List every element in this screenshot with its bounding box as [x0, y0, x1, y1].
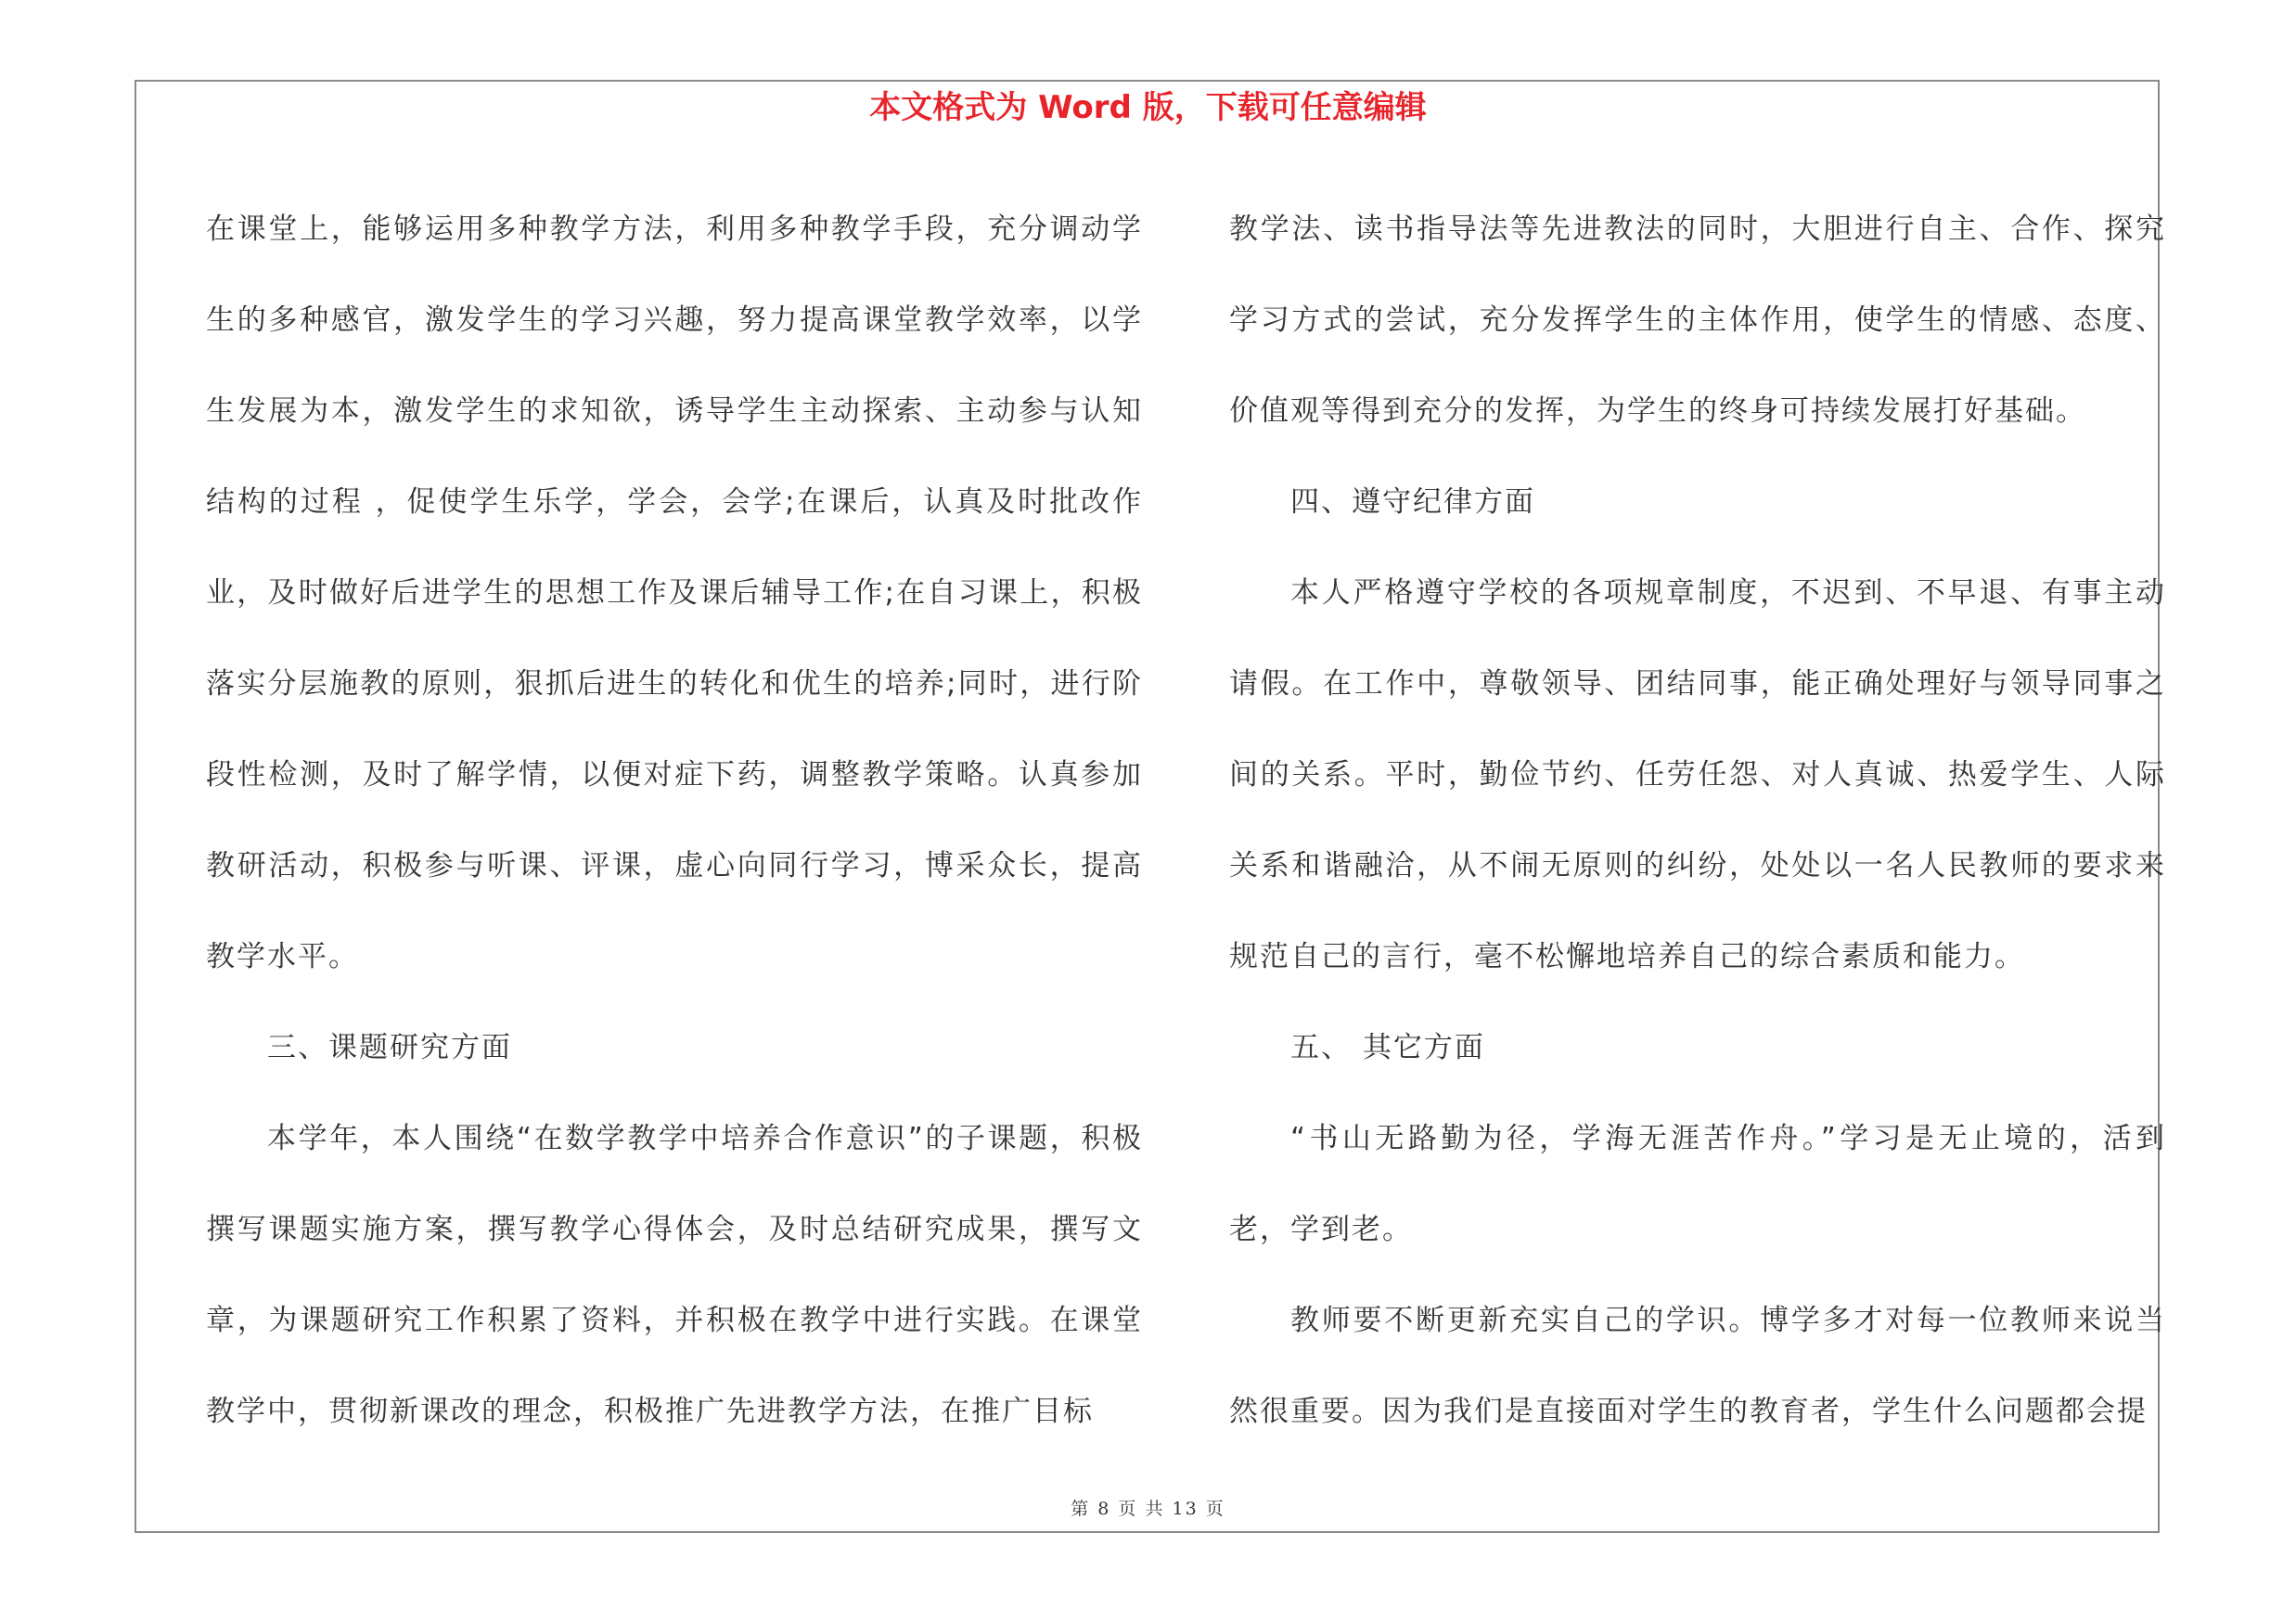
heading-other: 五、 其它方面: [1290, 1031, 1485, 1064]
left-column: [206, 184, 1143, 1457]
paragraph-quote: “书山无路勤为径，学海无涯苦作舟。”学习是无止境的，活到老，学到老。: [1229, 1122, 2166, 1246]
heading-research: 三、课题研究方面: [267, 1031, 512, 1064]
format-banner: 本文格式为 Word 版，下载可任意编辑: [869, 89, 1427, 126]
heading-discipline: 四、遵守纪律方面: [1290, 485, 1535, 519]
paragraph-discipline: 本人严格遵守学校的各项规章制度，不迟到、不早退、有事主动请假。在工作中，尊敬领导、团结同事，能正确处理好与领导同事之间的关系。平时，勤俭节约、任劳任怨、对人真诚、热爱学生、人际关系和谐融洽，从不闹无原则的纠纷，处处以一名人民教师的要求来规范自己的言行，毫不松懈地培养自己的综合素质和能力。: [1229, 576, 2166, 973]
paragraph-teaching-methods-cont: 教学法、读书指导法等先进教法的同时，大胆进行自主、合作、探究学习方式的尝试，充分发挥学生的主体作用，使学生的情感、态度、价值观等得到充分的发挥，为学生的终身可持续发展打好基础。: [1229, 213, 2166, 428]
right-column: [1229, 184, 2166, 1457]
paragraph-learning: 教师要不断更新充实自己的学识。博学多才对每一位教师来说当然很重要。因为我们是直接面对学生的教育者，学生什么问题都会提: [1229, 1304, 2166, 1428]
page-number: 第 8 页 共 13 页: [1071, 1499, 1225, 1519]
paragraph-research: 本学年，本人围绕“在数学教学中培养合作意识”的子课题，积极撰写课题实施方案，撰写教学心得体会，及时总结研究成果，撰写文章，为课题研究工作积累了资料，并积极在教学中进行实践。在课堂教学中，贯彻新课改的理念，积极推广先进教学方法，在推广目标: [206, 1122, 1143, 1428]
paragraph-teaching-methods: 在课堂上，能够运用多种教学方法，利用多种教学手段，充分调动学生的多种感官，激发学生的学习兴趣，努力提高课堂教学效率，以学生发展为本，激发学生的求知欲，诱导学生主动探索、主动参与认知结构的过程 ，促使学生乐学，学会，会学;在课后，认真及时批改作业，及时做好后进学生的思想工作及课后辅导工作;在自习课上，积极落实分层施教的原则，狠抓后进生的转化和优生的培养;同时，进行阶段性检测，及时了解学情，以便对症下药，调整教学策略。认真参加教研活动，积极参与听课、评课，虚心向同行学习，博采众长，提高教学水平。: [206, 213, 1143, 973]
